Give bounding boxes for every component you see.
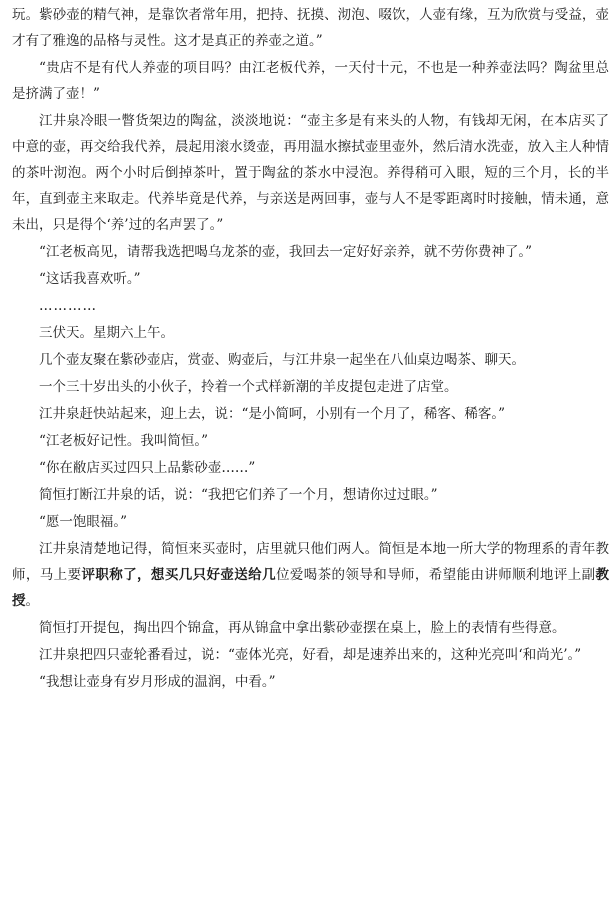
paragraph-7: 几个壶友聚在紫砂壶店，赏壶、购壶后，与江井泉一起坐在八仙桌边喝茶、聊天。 xyxy=(39,352,525,368)
paragraph-10: “江老板好记性。我叫简恒。” xyxy=(39,433,209,449)
paragraph-16: 江井泉把四只壶轮番看过，说：“壶体光亮，好看，却是速养出来的，这种光亮叫‘和尚光’。” xyxy=(39,647,582,663)
paragraph-17: “我想让壶身有岁月形成的温润，中看。” xyxy=(39,674,276,690)
paragraph-6: 三伏天。星期六上午。 xyxy=(39,325,174,341)
paragraph-1: 玩。紫砂壶的精气神，是靠饮者常年用，把持、抚摸、沏泡、啜饮，人壶有缘，互为欣赏与受益，壶才有了雅逸的品格与灵性。这才是真正的养壶之道。” xyxy=(12,7,609,49)
ellipsis-separator: ………… xyxy=(39,298,97,314)
paragraph-4: “江老板高见，请帮我选把喝乌龙茶的壶，我回去一定好好亲养，就不劳你费神了。” xyxy=(39,244,533,260)
paragraph-15: 简恒打开提包，掏出四个锦盒，再从锦盒中拿出紫砂壶摆在桌上，脸上的表情有些得意。 xyxy=(39,620,566,636)
paragraph-14 xyxy=(12,536,609,614)
paragraph-14-text-b: 位爱喝茶的领导和导师，希望能由讲师顺利地评上副 xyxy=(275,567,596,583)
paragraph-5: “这话我喜欢听。” xyxy=(39,271,141,287)
paragraph-13: “愿一饱眼福。” xyxy=(39,514,128,530)
paragraph-14-bold-a: 评职称了，想买几只好壶送给几 xyxy=(81,567,276,583)
paragraph-3: 江井泉冷眼一瞥货架边的陶盆，淡淡地说：“壶主多是有来头的人物，有钱却无闲，在本店买了中意的壶，再交给我代养，晨起用滚水烫壶，再用温水擦拭壶里壶外，然后清水洗壶，放入主人种情的茶叶沏泡。两个小时后倒掉茶叶，置于陶盆的茶水中浸泡。养得稍可入眼，短的三个月，长的半年，直到壶主来取走。代养毕竟是代养，与亲送是两回事，壶与人不是零距离时时接触，情未通，意未出，只是得个‘养’过的名声罢了。” xyxy=(12,113,609,233)
paragraph-14-text-a: 江井泉清楚地记得，简恒来买壶时，店里就只他们两人。简恒是本地一所大学的物理系的青年教师，马上要 xyxy=(12,541,609,583)
paragraph-12: 简恒打断江井泉的话，说：“我把它们养了一个月，想请你过过眼。” xyxy=(39,487,438,503)
paragraph-8: 一个三十岁出头的小伙子，拎着一个式样新潮的羊皮提包走进了店堂。 xyxy=(39,379,458,395)
paragraph-14-text-c: 。 xyxy=(25,593,39,609)
paragraph-14-bold-b: 教授 xyxy=(12,567,610,609)
paragraph-11: “你在敝店买过四只上品紫砂壶……” xyxy=(39,460,256,476)
paragraph-2: “贵店不是有代人养壶的项目吗？由江老板代养，一天付十元，不也是一种养壶法吗？陶盆里总是挤满了壶！” xyxy=(12,60,609,102)
paragraph-9: 江井泉赶快站起来，迎上去，说：“是小简呵，小别有一个月了，稀客、稀客。” xyxy=(39,406,506,422)
